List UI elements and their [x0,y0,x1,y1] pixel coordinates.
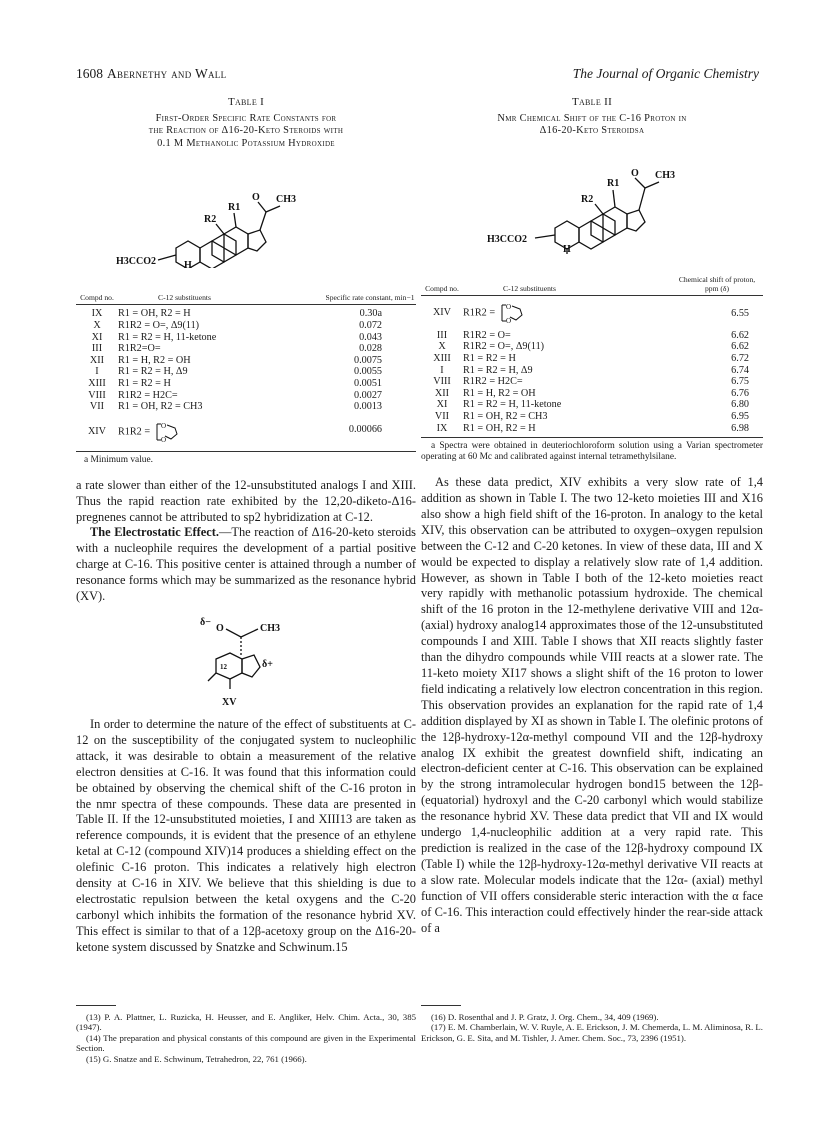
xv-label-ch3: CH3 [260,622,280,634]
table1-row: XIII R1 = R2 = H 0.0051 [88,377,382,389]
table1-row: XII R1 = H, R2 = OH 0.0075 [89,354,382,366]
methyl-bond [266,206,280,212]
label-h-2: H [563,243,571,254]
label-o: O [252,192,260,204]
right-body-text [421,475,763,936]
table1-row: VII R1 = OH, R2 = CH3 0.0013 [89,401,382,413]
ketal-ring-icon [498,302,528,324]
table2-label: Table II [571,96,613,108]
xv-me-bond [241,629,258,637]
table2-header-substituents: C-12 substituents [463,274,671,296]
xv-c12-label: 12 [220,662,227,671]
ketal-ring-icon [153,421,183,443]
references-rule-left [76,1005,116,1006]
table1-row: III R1R2=O= 0.028 [91,343,382,355]
table2 [421,274,763,438]
reference-14: (14) The preparation and physical constants of this compound are given in the Experimental Section. [76,1032,416,1054]
left-paragraph-2: The Electrostatic Effect.—The reaction of Δ16-20-keto steroids with a nucleophile requires the development of a partial positive charge at C-16. This positive center is attained through a number of resonance forms which may be summarized as the resonance hybrid (XV). [76,525,417,604]
reference-16: (16) D. Rosenthal and J. P. Gratz, J. Org. Chem., 34, 409 (1969). [431,1012,659,1022]
table2-caption-line1: Nmr Chemical Shift of the C-16 Proton in [497,112,687,124]
xv-delta-plus: δ+ [262,658,273,670]
svg-text:O: O [505,302,511,311]
r1-bond-2 [613,190,615,207]
table1-label: Table I [227,96,265,108]
table2-row: VII R1 = OH, R2 = CH3 6.95 [434,410,749,422]
reference-13: (13) P. A. Plattner, L. Ruzicka, H. Heusser, and E. Angliker, Helv. Chim. Acta., 30, 385 (1947). [76,1012,416,1033]
table2-row: XIII R1 = R2 = H 6.72 [433,352,749,364]
xv-bond-a [208,673,216,681]
label-acetate: H3CCO2 [116,256,156,268]
steroid-structure-2 [421,138,763,254]
acetate-bond-2 [535,235,555,238]
table1-row: IX R1 = OH, R2 = H 0.30a [91,308,382,320]
ring-d-2 [627,210,645,231]
table2-row: XII R1 = H, R2 = OH 6.76 [434,387,749,399]
table1-footnote: a Minimum value. [84,454,153,465]
reference-15: (15) G. Snatze and E. Schwinum, Tetrahedron, 22, 761 (1966). [86,1053,307,1064]
ring-d [248,230,266,251]
references-left [76,1012,416,1064]
acetate-bond [158,255,176,260]
label-ch3: CH3 [276,194,296,206]
label-r1: R1 [228,202,241,214]
table2-header-compd: Compd no. [421,274,463,296]
table2-footnote: a Spectra were obtained in deuteriochloroform solution using a Varian spectrometer operating at 60 Mc and calibrated against internal tetramethylsilane. [421,441,763,463]
methyl-bond-2 [645,182,659,188]
table1-header-substituents: C-12 substituents [118,292,324,305]
table1-caption-line3: 0.1 M Methanolic Potassium Hydroxide [157,137,335,149]
xv-co-bond [226,629,241,637]
reference-17: (17) E. M. Chamberlain, W. V. Ruyle, A. E. Erickson, J. M. Chemerda, L. M. Aliminosa, R. L. Erickson, G. E. Sita, and M. Tishler, J. Amer. Chem. Soc., 73, 2396 (1951). [421,1022,763,1043]
label-ch3-2: CH3 [655,169,675,181]
table2-row: IX R1 = OH, R2 = H 6.98 [421,423,763,438]
xv-compound-label: XV [222,696,237,708]
resonance-hybrid-xv [76,611,416,711]
page-number: 1608 [76,66,103,81]
section-heading-electrostatic: The Electrostatic Effect. [90,525,220,540]
svg-text:O: O [505,316,511,324]
references-rule-right [421,1005,461,1006]
carbonyl-bond [258,202,266,212]
table2-caption-line2: Δ16-20-Keto Steroidsa [539,125,645,137]
label-acetate-2: H3CCO2 [487,233,527,245]
right-paragraph-1: As these data predict, XIV exhibits a very slow rate of 1,4 addition as shown in Table I. The two 12-keto moieties III and X16 also show a high field shift of the 16-proton. In analogy to the ketal XIV, this observation can be attributed to oxygen–oxygen repulsion between the C-12 and C-20 ketones. In view of these data, III and X would be expected to display a relatively slow rate of 1,4 addition. However, as shown in Table I both of the 12-keto moieties react very rapidly with methanolic potassium hydroxide. The chemical shift of the 16 proton in the 12-methylene derivative VIII and 12α- (axial) hydroxy analog14 approximates those of the 12-unsubstituted compounds I and XIII. Table I shows that XII reacts slightly faster than the dihydro compounds while VIII reacts at a slower rate. The 11-keto moiety XI17 shows a slight shift of the 16 proton to lower field indicating a relatively low electron concentration in this region. This observation provides an explanation for the rapid rate of 1,4 addition displayed by XI as shown in Table I. The olefinic protons of the 12β-hydroxy-12α-methyl compound VII and the 12β-hydroxy analog IX exhibit the greatest downfield shift, indicating an electron-deficient center at C-16. This observation can be explained by the strong intramolecular hydrogen bond15 between the 12β- (equatorial) hydroxyl and the C-20 carbonyl which would stabilize the resonance hybrid XV. These data predict that VII and IX would undergo 1,4-nucleophilic addition at a very rapid rate. This prediction is realized in the case of the 12β-hydroxy compound IX (Table I) while the 12β-hydroxy-12α-methyl derivative VII reacts at a slow rate. Molecular models indicate that the 12α- (axial) methyl function of VII offers considerable steric interaction with the α face of C-16. This interaction could effectively hinder the rear-side attack of a [421,475,763,935]
left-body-text [76,478,416,956]
r2-bond-2 [595,204,603,214]
journal-title: The Journal of Organic Chemistry [572,66,759,81]
label-r2-2: R2 [581,193,594,205]
left-paragraph-3: In order to determine the nature of the effect of substituents at C-12 on the susceptibility of the conjugated system to nucleophilic attack, it was desirable to obtain a measurement of the relative electron densities at C-16. It was found that this information could be obtained by observing the chemical shift of the C-16 proton in the nmr spectra of these compounds. These data are presented in Table II. If the 12-unsubstituted moieties, I and XIII13 are taken as reference compounds, it is evident that the presence of an ethylene ketal at C-12 (compound XIV)14 produces a shielding effect on the olefinic C-16 proton. This indicates a relatively high electron density at C-16 in XIV. We believe that this shielding is due to electrostatic repulsion between the ketal oxygens and the C-20 carbonyl which inhibits the formation of the resonance hybrid XV. This effect is similar to that of a 12β-acetoxy group on the Δ16-20-ketone system discussed by Snatzke and Schwinum.15 [76,716,416,954]
table1-caption [76,96,416,150]
left-paragraph-1: a rate slower than either of the 12-unsubstituted analogs I and XIII. Thus the rapid reaction rate exhibited by the 12,20-diketo-Δ16-pregnenes cannot be attributed to sp2 hybridization at C-12. [76,477,416,524]
r1-bond [234,213,236,227]
r2-bond [216,224,224,234]
table2-caption [421,96,763,138]
table1-row: VIII R1R2 = H2C= 0.0027 [88,389,382,401]
label-r2: R2 [204,214,217,226]
table1-row: XI R1 = R2 = H, 11-ketone 0.043 [91,331,382,343]
left-column [76,96,416,956]
table1-row: XIV R1R2 = O O 0.00066 [76,413,416,452]
label-h: H [184,260,192,269]
side-chain-bond-2 [639,188,645,210]
label-o-2: O [631,167,639,179]
table2-header-shift: Chemical shift of proton, ppm (δ) [671,274,763,296]
table2-row: III R1R2 = O= 6.62 [436,329,749,341]
carbonyl-bond-2 [635,178,645,188]
author-names: Abernethy and Wall [107,66,227,81]
table2-row: XI R1 = R2 = H, 11-ketone 6.80 [436,399,749,411]
table1-header-compd: Compd no. [76,292,118,305]
running-header [76,66,759,86]
table1-caption-line1: First-Order Specific Rate Constants for [155,112,337,124]
side-chain-bond [260,212,266,230]
table1 [76,292,416,451]
xv-ring-d [242,655,260,677]
table1-row: I R1 = R2 = H, Δ9 0.0055 [95,366,382,378]
label-r1-2: R1 [607,177,620,189]
xv-delta-minus: δ− [200,616,211,628]
table1-caption-line2: the Reaction of Δ16-20-Keto Steroids with [148,125,344,137]
right-column [421,96,763,936]
page-header-left [76,66,226,82]
svg-text:O: O [160,435,166,443]
table2-row: XIV R1R2 = O O 6.55 [432,302,749,324]
table1-row: X R1R2 = O=, Δ9(11) 0.072 [93,319,382,331]
table2-row: I R1 = R2 = H, Δ9 6.74 [440,364,749,376]
steroid-structure-1 [76,150,416,268]
svg-text:O: O [160,421,166,430]
table2-row: X R1R2 = O=, Δ9(11) 6.62 [438,341,749,353]
xv-label-o: O [216,622,224,634]
references-right [421,1012,763,1043]
table2-row: VIII R1R2 = H2C= 6.75 [433,376,749,388]
table1-header-rate: Specific rate constant, min−1 [324,292,416,305]
